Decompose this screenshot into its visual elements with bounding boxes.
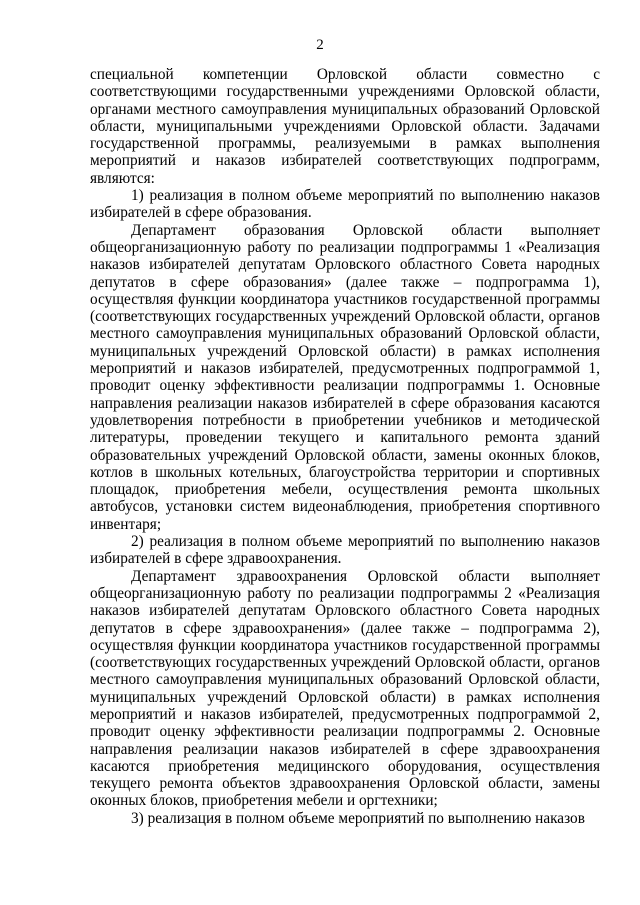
paragraph-education-department: Департамент образования Орловской области выполняет общеорганизационную работу по реализации подпрограммы 1 «Реализация наказов избирателей депутатам Орловского областного Совета народных депутатов в сфере образования» (далее также – подпрограмма 1), осуществляя функции координатора участников государственной программы (соответствующих государственных учреждений Орловской области, органов местного самоуправления муниципальных образований Орловской области, муниципальных учреждений Орловской области) в рамках исполнения мероприятий и наказов избирателей, предусмотренных подпрограммой 1, проводит оценку эффективности реализации подпрограммы 1. Основные направления реализации наказов избирателей в сфере образования касаются удовлетворения потребности в приобретении учебников и методической литературы, проведении текущего и капитального ремонта зданий образовательных учреждений Орловской области, замены оконных блоков, котлов в школьных котельных, благоустройства территории и спортивных площадок, приобретения мебели, осуществления ремонта школьных автобусов, установки систем видеонаблюдения, приобретения спортивного инвентаря; [90, 221, 600, 533]
paragraph-task-3: 3) реализация в полном объеме мероприятий по выполнению наказов [131, 809, 585, 827]
document-body [90, 66, 600, 827]
page-number: 2 [316, 37, 324, 53]
paragraph-intro-continuation: специальной компетенции Орловской области совместно с соответствующими государственными учреждениями Орловской области, органами местного самоуправления муниципальных образований Орловской области, муниципальными учреждениями Орловской области. Задачами государственной программы, реализуемыми в рамках выполнения мероприятий и наказов избирателей соответствующих подпрограмм, являются: [90, 66, 600, 187]
paragraph-health-department: Департамент здравоохранения Орловской области выполняет общеорганизационную работу по реализации подпрограммы 2 «Реализация наказов избирателей депутатам Орловского областного Совета народных депутатов в сфере здравоохранения» (далее также – подпрограмма 2), осуществляя функции координатора участников государственной программы (соответствующих государственных учреждений Орловской области, органов местного самоуправления муниципальных образований Орловской области, муниципальных учреждений Орловской области) в рамках исполнения мероприятий и наказов избирателей, предусмотренных подпрограммой 2, проводит оценку эффективности реализации подпрограммы 2. Основные направления реализации наказов избирателей в сфере здравоохранения касаются приобретения медицинского оборудования, осуществления текущего ремонта объектов здравоохранения Орловской области, замены оконных блоков, приобретения мебели и оргтехники; [90, 567, 600, 810]
paragraph-task-2: 2) реализация в полном объеме мероприятий по выполнению наказов избирателей в сфере здравоохранения. [90, 533, 600, 568]
paragraph-task-1: 1) реализация в полном объеме мероприятий по выполнению наказов избирателей в сфере образования. [90, 187, 600, 222]
